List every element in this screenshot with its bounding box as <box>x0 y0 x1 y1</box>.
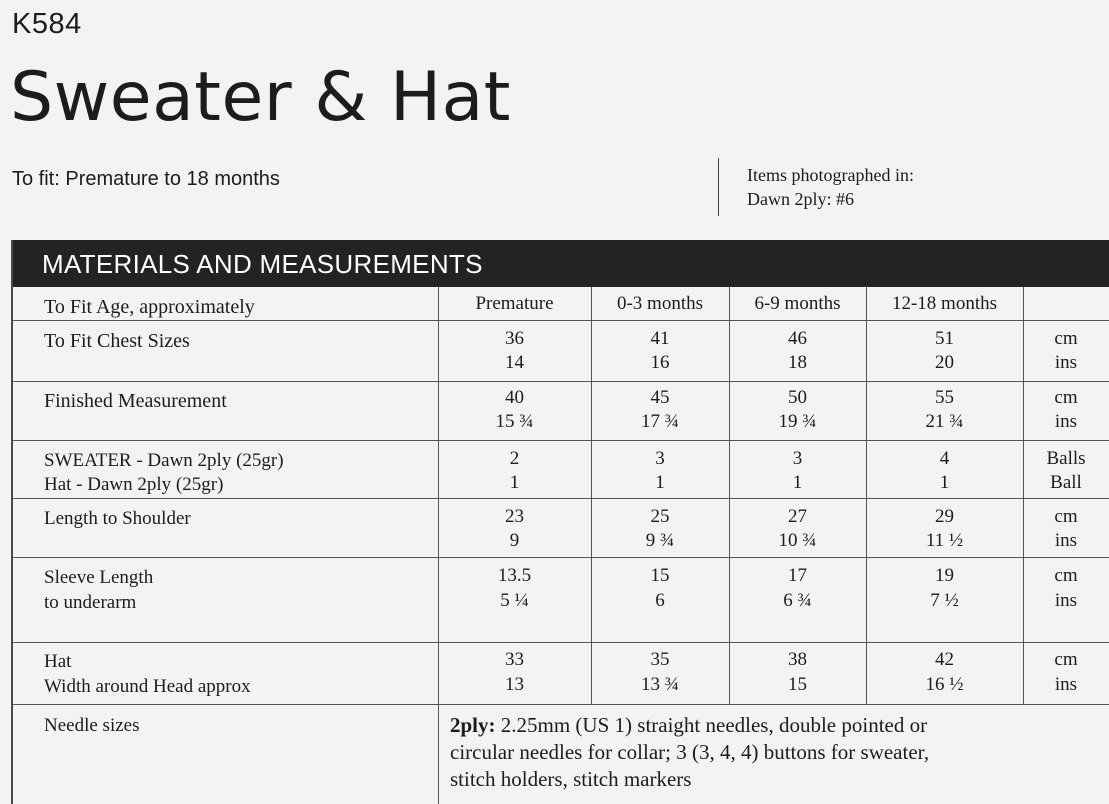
hat-balls-12-18: 1 <box>939 472 950 493</box>
pattern-title: Sweater & Hat <box>10 58 511 137</box>
sweater-balls-0-3: 3 <box>655 448 665 469</box>
materials-table <box>11 240 1109 804</box>
hat-cm-6-9: 38 <box>788 649 807 670</box>
sweater-balls-6-9: 3 <box>792 448 803 469</box>
row-divider <box>13 704 1109 705</box>
pattern-code: K584 <box>12 8 82 40</box>
hat-cm-12-18: 42 <box>935 649 954 670</box>
section-header <box>13 240 1109 287</box>
size-range: To fit: Premature to 18 months <box>12 168 280 190</box>
photographed-value: Dawn 2ply: #6 <box>747 189 854 209</box>
chest-unit-cm: cm <box>1054 328 1078 349</box>
sleeve-cm-0-3: 15 <box>650 565 670 586</box>
finished-unit-ins: ins <box>1054 411 1078 432</box>
hat-balls-6-9: 1 <box>792 472 803 493</box>
column-header-0-3: 0-3 months <box>616 293 704 314</box>
length-cm-6-9: 27 <box>788 506 807 527</box>
sleeve-in-0-3: 6 <box>655 590 665 611</box>
length-unit-cm: cm <box>1054 506 1078 527</box>
hat-cm-0-3: 35 <box>650 649 670 670</box>
hat-balls-premature: 1 <box>509 472 520 493</box>
sleeve-unit-cm: cm <box>1054 565 1078 586</box>
hat-in-premature: 13 <box>505 674 524 695</box>
row-label-hat-yarn: Hat - Dawn 2ply (25gr) <box>44 474 224 495</box>
row-label-age: To Fit Age, approximately <box>44 296 255 318</box>
row-label-needles: Needle sizes <box>44 715 140 736</box>
chest-cm-12-18: 51 <box>935 328 954 349</box>
finished-cm-0-3: 45 <box>650 387 670 408</box>
row-divider <box>13 498 1109 499</box>
finished-in-premature: 15 ¾ <box>495 411 534 432</box>
section-title: MATERIALS AND MEASUREMENTS <box>42 249 483 279</box>
needle-notes-line-3: stitch holders, stitch markers <box>450 767 692 791</box>
needle-notes-line-2: circular needles for collar; 3 (3, 4, 4) buttons for sweater, <box>450 740 930 764</box>
row-label-chest: To Fit Chest Sizes <box>44 330 190 352</box>
finished-cm-premature: 40 <box>505 387 524 408</box>
chest-cm-premature: 36 <box>505 328 524 349</box>
finished-in-0-3: 17 ¾ <box>641 411 679 432</box>
row-label-hat-width: Width around Head approx <box>44 676 251 697</box>
needle-notes-bold: 2ply: <box>450 713 496 737</box>
row-label-sleeve: Sleeve Length <box>44 567 154 588</box>
hat-cm-premature: 33 <box>505 649 524 670</box>
sweater-balls-12-18: 4 <box>939 448 950 469</box>
chest-in-6-9: 18 <box>788 352 807 373</box>
sleeve-in-12-18: 7 ½ <box>930 590 959 611</box>
length-unit-ins: ins <box>1054 530 1078 551</box>
row-divider <box>13 557 1109 558</box>
photographed-label: Items photographed in: <box>747 165 914 185</box>
finished-cm-12-18: 55 <box>935 387 954 408</box>
length-in-12-18: 11 ½ <box>925 530 964 551</box>
photographed-info <box>747 163 914 211</box>
hat-in-6-9: 15 <box>788 674 807 695</box>
length-cm-12-18: 29 <box>935 506 954 527</box>
hat-in-0-3: 13 ¾ <box>641 674 679 695</box>
needle-notes-text-1: 2.25mm (US 1) straight needles, double pointed or <box>495 713 928 737</box>
needle-notes-line-1 <box>450 712 1090 739</box>
sleeve-in-6-9: 6 ¾ <box>783 590 812 611</box>
length-cm-0-3: 25 <box>650 506 670 527</box>
hat-unit-ins: ins <box>1054 674 1078 695</box>
hat-unit-cm: cm <box>1054 649 1078 670</box>
column-header-6-9: 6-9 months <box>754 293 841 314</box>
row-label-sweater-yarn: SWEATER - Dawn 2ply (25gr) <box>44 450 284 471</box>
finished-in-12-18: 21 ¾ <box>925 411 964 432</box>
row-label-length: Length to Shoulder <box>44 508 191 529</box>
hat-balls-0-3: 1 <box>655 472 665 493</box>
row-divider <box>13 440 1109 441</box>
row-divider <box>13 381 1109 382</box>
row-label-sleeve-2: to underarm <box>44 592 137 613</box>
chest-in-premature: 14 <box>505 352 524 373</box>
hat-in-12-18: 16 ½ <box>925 674 964 695</box>
chest-in-12-18: 20 <box>935 352 954 373</box>
sweater-balls-premature: 2 <box>509 448 520 469</box>
finished-unit-cm: cm <box>1054 387 1078 408</box>
sleeve-in-premature: 5 ¼ <box>500 590 529 611</box>
chest-unit-ins: ins <box>1054 352 1078 373</box>
column-header-12-18: 12-18 months <box>891 293 998 314</box>
column-header-premature: Premature <box>475 293 554 314</box>
sleeve-cm-12-18: 19 <box>935 565 954 586</box>
sleeve-cm-6-9: 17 <box>788 565 807 586</box>
length-in-0-3: 9 ¾ <box>645 530 675 551</box>
sleeve-cm-premature: 13.5 <box>497 565 532 586</box>
chest-in-0-3: 16 <box>650 352 670 373</box>
hat-unit: Ball <box>1050 472 1082 493</box>
header-divider <box>718 158 719 216</box>
needle-notes <box>450 712 1090 793</box>
sleeve-unit-ins: ins <box>1054 590 1078 611</box>
chest-cm-6-9: 46 <box>788 328 807 349</box>
length-in-6-9: 10 ¾ <box>778 530 817 551</box>
sweater-unit: Balls <box>1046 448 1086 469</box>
length-in-premature: 9 <box>509 530 520 551</box>
row-label-finished: Finished Measurement <box>44 390 227 412</box>
length-cm-premature: 23 <box>505 506 524 527</box>
row-divider <box>13 320 1109 321</box>
row-divider <box>13 642 1109 643</box>
chest-cm-0-3: 41 <box>650 328 670 349</box>
finished-cm-6-9: 50 <box>788 387 807 408</box>
finished-in-6-9: 19 ¾ <box>778 411 817 432</box>
row-label-hat: Hat <box>44 651 72 672</box>
